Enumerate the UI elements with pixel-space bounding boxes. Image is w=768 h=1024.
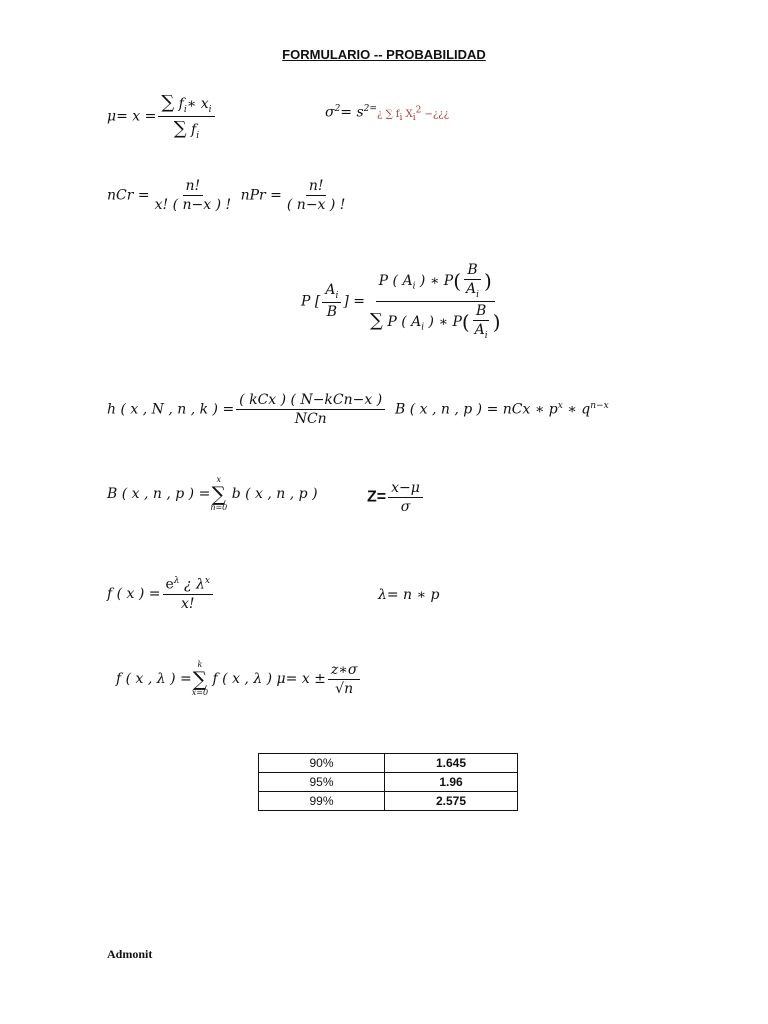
formula-bayes: P [ $\frac{A_i}{B}$ ] = P ( $A_i$ ) ∗ P( $\frac{B}{A_i}$ ) ∑ P ( $A_i$ ) ∗ P( $\frac{B}{A_i}$ ) bbox=[301, 262, 501, 341]
confidence-cell: 90% bbox=[259, 754, 385, 773]
table-row bbox=[259, 792, 518, 811]
z-table bbox=[258, 753, 518, 811]
formula-mean: μ= x = $\frac{\sum f_i∗ x_i}{\sum f_i}$ bbox=[107, 92, 217, 141]
formula-binomial-cumulative: B ( x , n , p ) = x ∑ n=0 b ( x , n , p ) bbox=[107, 475, 318, 512]
page-title: FORMULARIO -- PROBABILIDAD bbox=[282, 47, 486, 62]
confidence-cell: 99% bbox=[259, 792, 385, 811]
formula-poisson-cumulative-ci: f ( x , λ ) = k ∑ x=0 f ( x , λ ) μ= x ± $\frac{z∗\sigma}{√n}$ bbox=[116, 661, 362, 697]
footer-author: Admonit bbox=[107, 947, 153, 961]
formula-combination-permutation: nCr = $\frac{n!}{x! ( n-x ) !}$ nPr = $\frac{n!}{( n-x ) !}$ bbox=[107, 178, 346, 213]
formula-binomial: B ( x , n , p ) = nCx ∗ $p^x$ ∗ $q^{n-x}$ bbox=[395, 401, 609, 418]
formula-z-score: Z= $\frac{x-\mu}{\sigma}$ bbox=[367, 480, 425, 515]
formula-variance: $\sigma^2=$ $s^{2=}¿$ ∑ $f_i$ $X_i^2$ −¿¿¿ bbox=[325, 104, 449, 123]
z-value-cell: 1.645 bbox=[385, 754, 518, 773]
formula-poisson: f ( x ) = $\frac{e^\lambda ¿ \lambda^x}{x!}$ bbox=[107, 576, 215, 612]
formula-hypergeometric: h ( x , N , n , k ) = $\frac{\text{( kCx ) ( N−kCn−x )}}{\text{NCn}}$ bbox=[107, 392, 387, 427]
table-row bbox=[259, 773, 518, 792]
z-value-cell: 2.575 bbox=[385, 792, 518, 811]
z-value-cell: 1.96 bbox=[385, 773, 518, 792]
table-row bbox=[259, 754, 518, 773]
confidence-cell: 95% bbox=[259, 773, 385, 792]
formula-lambda: λ= n ∗ p bbox=[378, 587, 440, 603]
